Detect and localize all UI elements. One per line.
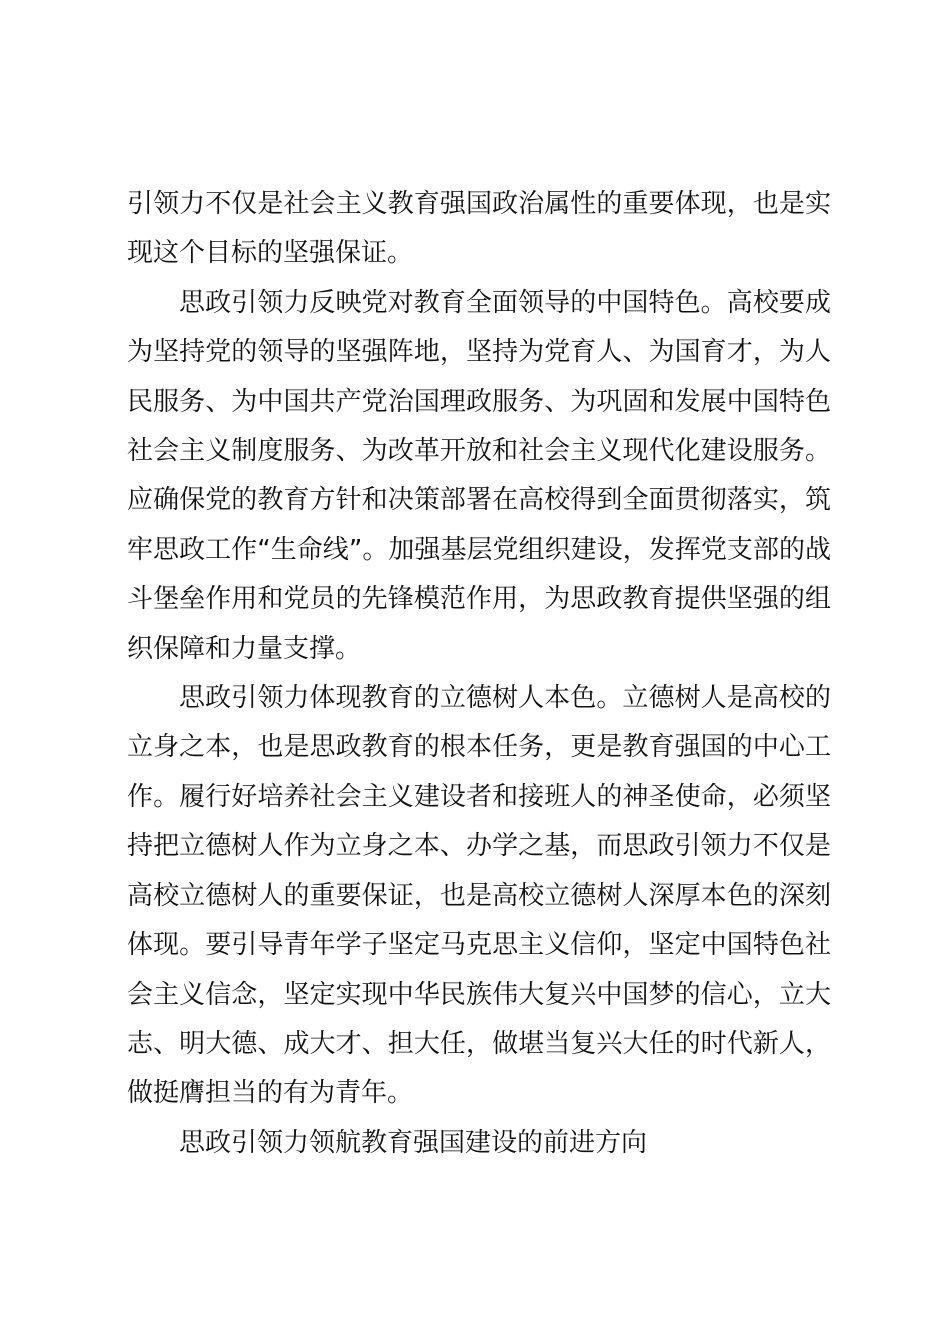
document-body: [127, 180, 831, 1168]
paragraph-moral-education: 思政引领力体现教育的立德树人本色。立德树人是高校的立身之本，也是思政教育的根本任务，更是教育强国的中心工作。履行好培养社会主义建设者和接班人的神圣使命，必须坚持把立德树人作为立身之本、办学之基，而思政引领力不仅是高校立德树人的重要保证，也是高校立德树人深厚本色的深刻体现。要引导青年学子坚定马克思主义信仰，坚定中国特色社会主义信念，坚定实现中华民族伟大复兴中国梦的信心，立大志、明大德、成大才、担大任，做堪当复兴大任的时代新人，做挺膺担当的有为青年。: [127, 683, 831, 1109]
paragraph-party-leadership: 思政引领力反映党对教育全面领导的中国特色。高校要成为坚持党的领导的坚强阵地，坚持为党育人、为国育才，为人民服务、为中国共产党治国理政服务、为巩固和发展中国特色社会主义制度服务、为改革开放和社会主义现代化建设服务。应确保党的教育方针和决策部署在高校得到全面贯彻落实，筑牢思政工作“生命线”。加强基层党组织建设，发挥党支部的战斗堡垒作用和党员的先锋模范作用，为思政教育提供坚强的组织保障和力量支撑。: [127, 287, 831, 664]
section-heading-direction: 思政引领力领航教育强国建设的前进方向: [179, 1127, 648, 1158]
paragraph-continuation: 引领力不仅是社会主义教育强国政治属性的重要体现，也是实现这个目标的坚强保证。: [127, 189, 831, 269]
